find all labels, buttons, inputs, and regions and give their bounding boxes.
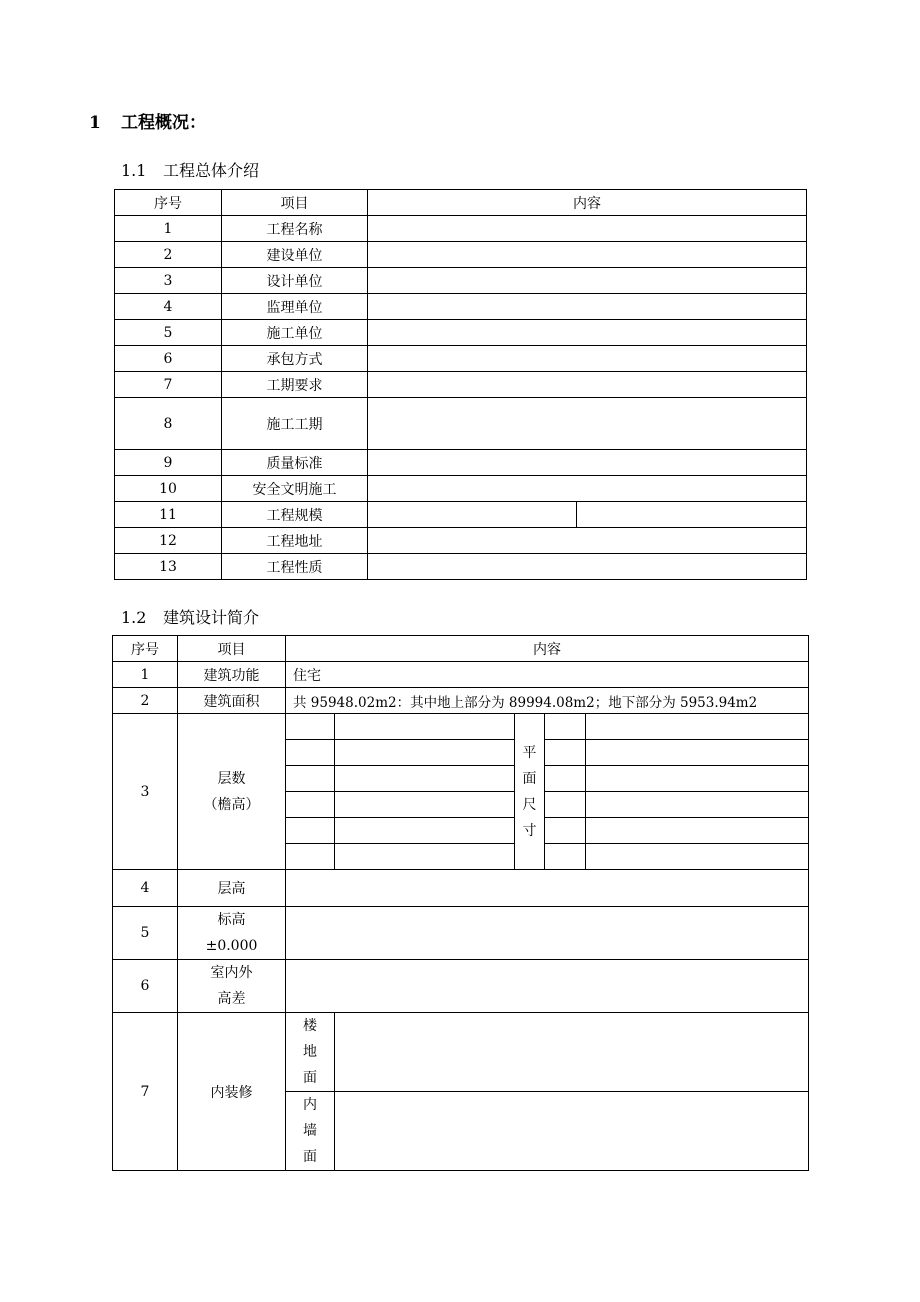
row-content — [335, 1092, 809, 1171]
grid-cell — [586, 714, 809, 740]
table-row — [115, 502, 807, 528]
row-item-line1: 标高 — [217, 912, 246, 928]
grid-cell — [545, 766, 586, 792]
header-item: 项目 — [178, 636, 286, 662]
row-item — [178, 960, 286, 1013]
table-row — [115, 346, 807, 372]
grid-cell — [335, 766, 515, 792]
row-no: 1 — [115, 216, 222, 242]
row-no: 7 — [113, 1013, 178, 1171]
row-content — [286, 960, 809, 1013]
row-item: 工程地址 — [222, 528, 368, 554]
table-row — [115, 476, 807, 502]
section-number: 1.1 — [121, 161, 147, 180]
table-header-row — [113, 636, 809, 662]
grid-cell — [335, 740, 515, 766]
row-item: 内装修 — [178, 1013, 286, 1171]
architectural-design-table — [112, 635, 809, 1171]
plan-dimension-label — [515, 714, 545, 870]
grid-cell — [286, 818, 335, 844]
row-no: 3 — [115, 268, 222, 294]
section-title: 工程总体介绍 — [163, 161, 260, 180]
grid-cell — [286, 740, 335, 766]
row-content: 住宅 — [286, 662, 809, 688]
table-row — [113, 662, 809, 688]
row-no: 10 — [115, 476, 222, 502]
row-no: 12 — [115, 528, 222, 554]
table-row — [115, 216, 807, 242]
row-no: 4 — [115, 294, 222, 320]
row-no: 3 — [113, 714, 178, 870]
header-no: 序号 — [113, 636, 178, 662]
row-no: 5 — [115, 320, 222, 346]
header-content: 内容 — [286, 636, 809, 662]
section-1-2-heading — [121, 605, 259, 628]
grid-cell — [335, 792, 515, 818]
table-row — [113, 870, 809, 907]
row-item: 层高 — [178, 870, 286, 907]
row-item: 建设单位 — [222, 242, 368, 268]
plan-char: 面 — [522, 770, 537, 787]
row-no: 7 — [115, 372, 222, 398]
grid-cell — [586, 818, 809, 844]
row-content-a — [368, 502, 577, 528]
grid-cell — [286, 844, 335, 870]
row-content — [286, 907, 809, 960]
header-no: 序号 — [115, 190, 222, 216]
sub-char: 楼 — [303, 1018, 317, 1034]
row-item: 安全文明施工 — [222, 476, 368, 502]
row-item-line1: 层数 — [217, 770, 246, 787]
row-item: 施工单位 — [222, 320, 368, 346]
row-item-line2: ±0.000 — [205, 938, 258, 954]
grid-cell — [545, 818, 586, 844]
sub-char: 面 — [303, 1070, 317, 1086]
plan-char: 平 — [522, 744, 537, 761]
row-content — [368, 242, 807, 268]
table-row — [115, 554, 807, 580]
row-item: 建筑功能 — [178, 662, 286, 688]
plan-char: 尺 — [522, 796, 537, 813]
table-row — [115, 242, 807, 268]
row-no: 5 — [113, 907, 178, 960]
row-no: 8 — [115, 398, 222, 450]
plan-char: 寸 — [522, 822, 537, 839]
row-content — [368, 450, 807, 476]
row-content — [368, 346, 807, 372]
table-row — [115, 320, 807, 346]
row-item — [178, 907, 286, 960]
sub-item-floor — [286, 1013, 335, 1092]
row-item: 监理单位 — [222, 294, 368, 320]
table-row — [115, 372, 807, 398]
table-row — [113, 688, 809, 714]
grid-cell — [335, 714, 515, 740]
row-content — [368, 372, 807, 398]
grid-cell — [545, 844, 586, 870]
grid-cell — [586, 792, 809, 818]
grid-cell — [545, 740, 586, 766]
row-content — [368, 320, 807, 346]
row-item: 建筑面积 — [178, 688, 286, 714]
table-row — [115, 450, 807, 476]
section-title: 工程概况： — [121, 113, 206, 133]
table-row — [113, 1013, 809, 1092]
grid-cell — [286, 766, 335, 792]
grid-cell — [545, 792, 586, 818]
row-no: 13 — [115, 554, 222, 580]
row-no: 9 — [115, 450, 222, 476]
row-content — [368, 528, 807, 554]
grid-cell — [335, 844, 515, 870]
header-item: 项目 — [222, 190, 368, 216]
row-no: 2 — [113, 688, 178, 714]
section-title: 建筑设计简介 — [163, 608, 260, 627]
row-item-line2: （檐高） — [203, 796, 260, 813]
row-no: 11 — [115, 502, 222, 528]
grid-cell — [286, 714, 335, 740]
table-row — [115, 294, 807, 320]
section-1-heading — [89, 108, 206, 133]
project-overview-table — [114, 189, 807, 580]
row-item: 工程性质 — [222, 554, 368, 580]
row-content — [368, 554, 807, 580]
sub-char: 地 — [303, 1044, 317, 1060]
grid-cell — [335, 818, 515, 844]
section-1-1-heading — [121, 158, 259, 181]
grid-cell — [586, 740, 809, 766]
row-content — [368, 398, 807, 450]
row-item: 设计单位 — [222, 268, 368, 294]
row-content — [335, 1013, 809, 1092]
sub-char: 面 — [303, 1149, 317, 1165]
row-content — [286, 870, 809, 907]
row-item: 施工工期 — [222, 398, 368, 450]
row-content — [368, 216, 807, 242]
table-row — [115, 268, 807, 294]
row-item — [178, 714, 286, 870]
row-item-line2: 高差 — [217, 991, 246, 1007]
row-item: 工程名称 — [222, 216, 368, 242]
grid-cell — [286, 792, 335, 818]
table-row — [113, 714, 809, 740]
grid-cell — [586, 844, 809, 870]
row-content — [368, 294, 807, 320]
row-content-b — [577, 502, 807, 528]
row-no: 1 — [113, 662, 178, 688]
table-row — [115, 528, 807, 554]
section-number: 1.2 — [121, 608, 147, 627]
grid-cell — [586, 766, 809, 792]
grid-cell — [545, 714, 586, 740]
table-row — [113, 907, 809, 960]
table-row — [113, 960, 809, 1013]
row-no: 4 — [113, 870, 178, 907]
row-content — [368, 268, 807, 294]
row-item-line1: 室内外 — [210, 965, 253, 981]
row-no: 6 — [115, 346, 222, 372]
row-content: 共 95948.02m2：其中地上部分为 89994.08m2；地下部分为 5953.94m2 — [286, 688, 809, 714]
header-content: 内容 — [368, 190, 807, 216]
row-item: 工程规模 — [222, 502, 368, 528]
sub-char: 墙 — [303, 1123, 317, 1139]
table-row — [115, 398, 807, 450]
table-header-row — [115, 190, 807, 216]
section-number: 1 — [89, 113, 101, 133]
row-item: 工期要求 — [222, 372, 368, 398]
row-content — [368, 476, 807, 502]
sub-char: 内 — [303, 1097, 317, 1113]
row-item: 承包方式 — [222, 346, 368, 372]
row-item: 质量标准 — [222, 450, 368, 476]
sub-item-wall — [286, 1092, 335, 1171]
row-no: 6 — [113, 960, 178, 1013]
row-no: 2 — [115, 242, 222, 268]
